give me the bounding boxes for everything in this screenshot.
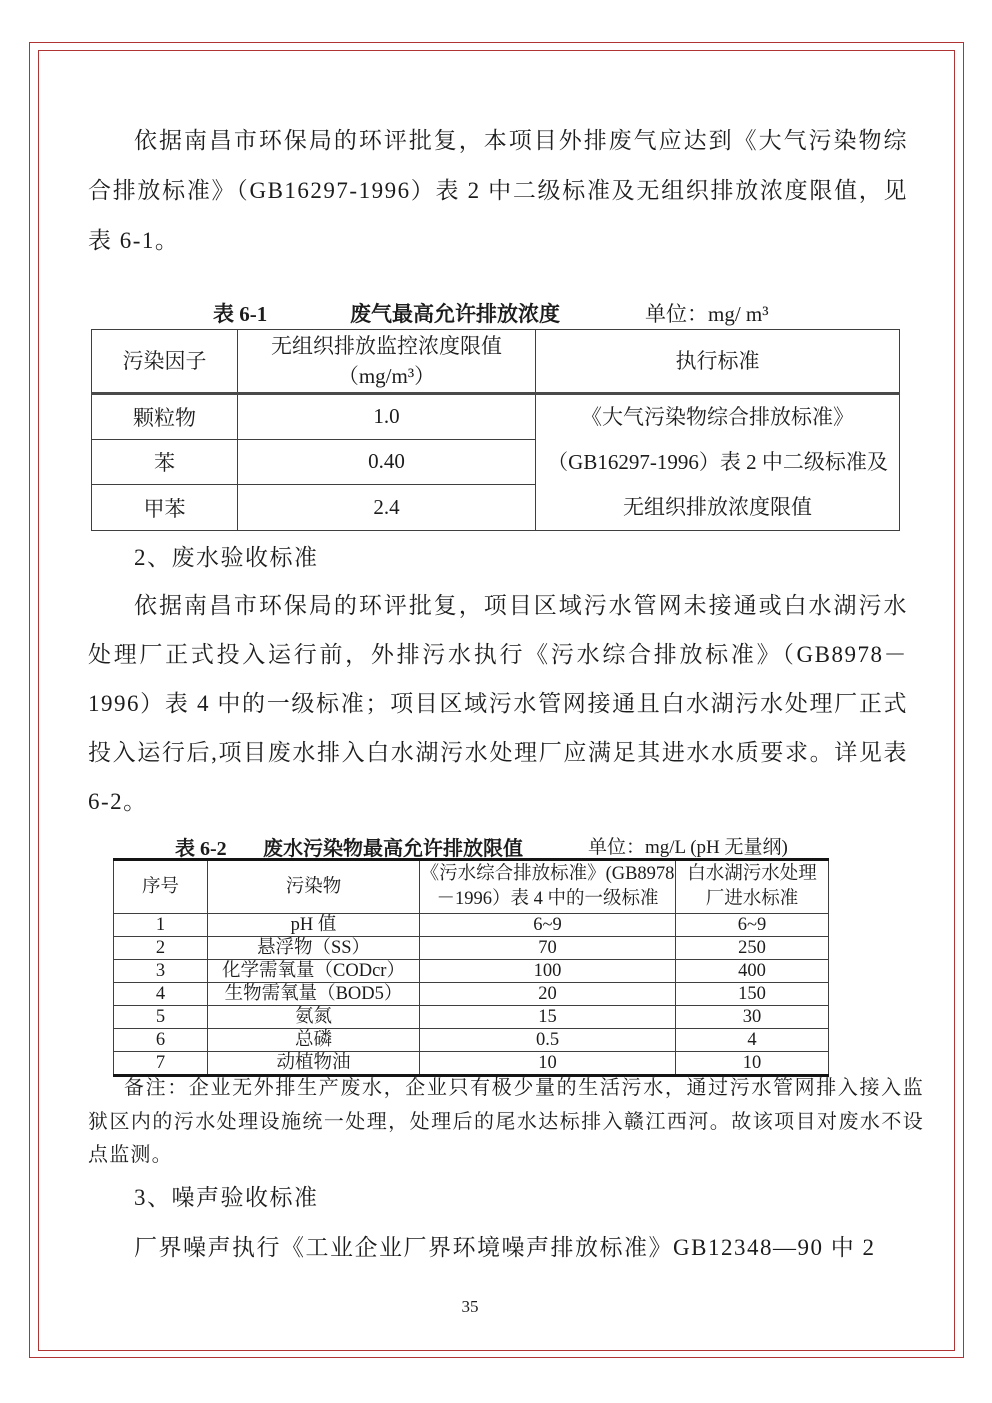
standard-line: 无组织排放浓度限值 xyxy=(623,495,812,519)
table-cell-pollutant: 苯 xyxy=(92,439,238,485)
table-row xyxy=(114,983,829,1006)
cell-pollutant: pH 值 xyxy=(208,914,420,937)
table-6-1-title: 废气最高允许排放浓度 xyxy=(350,302,560,326)
table-6-2-header-pollutant: 污染物 xyxy=(208,860,420,914)
cell-intake: 10 xyxy=(676,1052,829,1076)
cell-index: 6 xyxy=(114,1029,208,1052)
paragraph-air-standard: 依据南昌市环保局的环评批复，本项目外排废气应达到《大气污染物综合排放标准》（GB16297-1996）表 2 中二级标准及无组织排放浓度限值，见表 6-1。 xyxy=(88,128,908,253)
cell-index: 2 xyxy=(114,937,208,960)
cell-pollutant: 悬浮物（SS） xyxy=(208,937,420,960)
cell-intake: 250 xyxy=(676,937,829,960)
cell-index: 7 xyxy=(114,1052,208,1076)
table-cell-value: 1.0 xyxy=(238,394,536,440)
table-6-1-unit: 单位：mg/ m³ xyxy=(645,302,769,326)
table-6-2-header-intake xyxy=(676,860,829,914)
cell-index: 4 xyxy=(114,983,208,1006)
table-6-2-header-standard xyxy=(420,860,676,914)
header-intake-line1: 白水湖污水处理 xyxy=(687,864,817,884)
table-6-1-header-pollutant: 污染因子 xyxy=(92,330,238,394)
table-row xyxy=(92,394,900,440)
table-row xyxy=(114,914,829,937)
cell-index: 5 xyxy=(114,1006,208,1029)
header-standard-line2: －1996）表 4 中的一级标准 xyxy=(436,889,659,909)
cell-intake: 150 xyxy=(676,983,829,1006)
table-row xyxy=(114,1029,829,1052)
table-cell-pollutant: 甲苯 xyxy=(92,485,238,531)
table-cell-value: 2.4 xyxy=(238,485,536,531)
table-6-2-unit: 单位：mg/L (pH 无量纲) xyxy=(588,837,788,858)
cell-standard: 70 xyxy=(420,937,676,960)
paragraph-wastewater-standard: 依据南昌市环保局的环评批复，项目区域污水管网未接通或白水湖污水处理厂正式投入运行前，外排污水执行《污水综合排放标准》（GB8978－1996）表 4 中的一级标准；项目区域污水管网接通且白水湖污水处理厂正式投入运行后,项目废水排入白水湖污水处理厂应满足其进水水质要求。详见表 6-2。 xyxy=(88,593,908,814)
table-cell-value: 0.40 xyxy=(238,439,536,485)
cell-standard: 100 xyxy=(420,960,676,983)
table-6-1-header-limit-line2: （mg/m³） xyxy=(337,364,436,388)
table-6-1 xyxy=(91,329,900,531)
section-heading-noise: 3、噪声验收标准 xyxy=(134,1185,319,1210)
table-6-1-header-standard: 执行标准 xyxy=(536,330,900,394)
standard-line: （GB16297-1996）表 2 中二级标准及 xyxy=(547,450,888,474)
cell-standard: 0.5 xyxy=(420,1029,676,1052)
table-row xyxy=(114,960,829,983)
table-cell-pollutant: 颗粒物 xyxy=(92,394,238,440)
cell-standard: 10 xyxy=(420,1052,676,1076)
header-standard-line1: 《污水综合排放标准》(GB8978 xyxy=(420,864,675,884)
table-6-1-header-row xyxy=(92,330,900,394)
cell-pollutant: 化学需氧量（CODcr） xyxy=(208,960,420,983)
table-6-2-footnote: 备注：企业无外排生产废水，企业只有极少量的生活污水，通过污水管网排入接入监狱区内的污水处理设施统一处理，处理后的尾水达标排入赣江西河。故该项目对废水不设点监测。 xyxy=(88,1077,924,1166)
cell-pollutant: 生物需氧量（BOD5） xyxy=(208,983,420,1006)
cell-index: 3 xyxy=(114,960,208,983)
standard-line: 《大气污染物综合排放标准》 xyxy=(581,405,854,429)
paragraph-noise-standard: 厂界噪声执行《工业企业厂界环境噪声排放标准》GB12348—90 中 2 xyxy=(134,1235,876,1260)
cell-pollutant: 总磷 xyxy=(208,1029,420,1052)
cell-intake: 400 xyxy=(676,960,829,983)
table-6-2-title: 废水污染物最高允许排放限值 xyxy=(263,838,523,860)
table-6-2-header-row xyxy=(114,860,829,914)
table-6-2 xyxy=(113,858,829,1077)
table-6-1-header-limit xyxy=(238,330,536,394)
page-number: 35 xyxy=(461,1297,479,1316)
cell-standard: 15 xyxy=(420,1006,676,1029)
cell-standard: 6~9 xyxy=(420,914,676,937)
table-6-1-caption xyxy=(91,298,900,326)
table-6-2-header-index: 序号 xyxy=(114,860,208,914)
table-6-1-label: 表 6-1 xyxy=(213,302,268,326)
cell-index: 1 xyxy=(114,914,208,937)
table-6-2-label: 表 6-2 xyxy=(175,838,227,860)
table-6-1-header-limit-line1: 无组织排放监控浓度限值 xyxy=(271,334,502,358)
cell-pollutant: 氨氮 xyxy=(208,1006,420,1029)
header-intake-line2: 厂进水标准 xyxy=(705,889,799,909)
cell-standard: 20 xyxy=(420,983,676,1006)
cell-pollutant: 动植物油 xyxy=(208,1052,420,1076)
table-6-1-standard-cell xyxy=(536,394,900,531)
cell-intake: 30 xyxy=(676,1006,829,1029)
table-row xyxy=(114,1006,829,1029)
table-6-2-caption xyxy=(113,832,829,858)
cell-intake: 6~9 xyxy=(676,914,829,937)
table-row xyxy=(114,937,829,960)
section-heading-wastewater: 2、废水验收标准 xyxy=(134,545,319,570)
cell-intake: 4 xyxy=(676,1029,829,1052)
